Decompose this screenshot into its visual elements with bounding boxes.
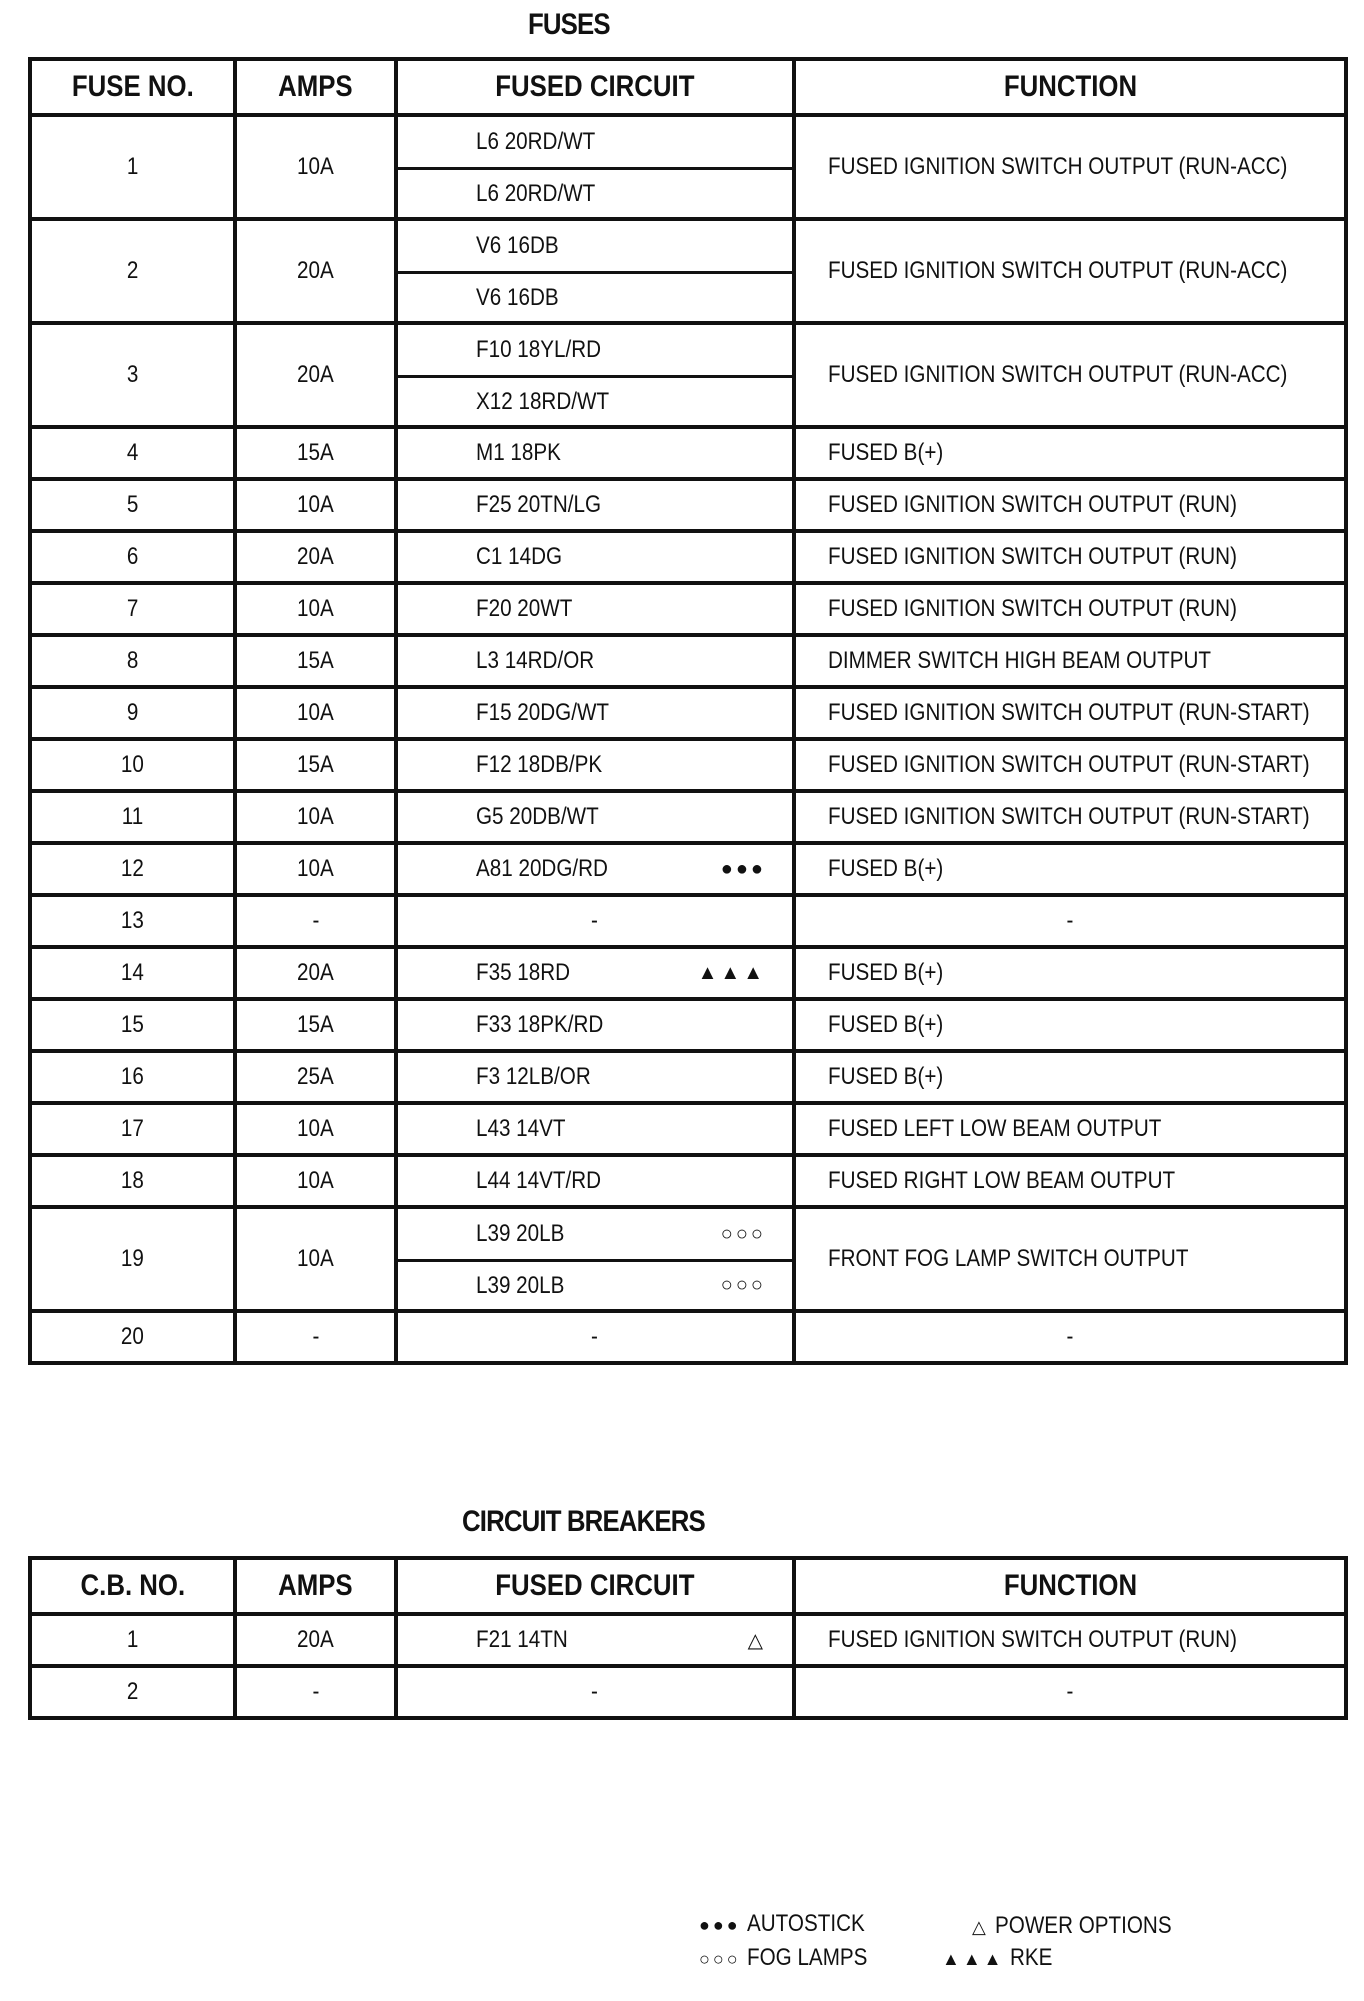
fuse-number: 11	[30, 791, 235, 843]
fused-circuit-line	[398, 1259, 792, 1309]
fused-circuit-text: L44 14VT/RD	[476, 1167, 602, 1194]
table-row	[30, 1614, 1346, 1666]
cb-number: 2	[30, 1666, 235, 1718]
fused-circuit-line	[398, 637, 792, 685]
function-cell: -	[794, 1666, 1346, 1718]
fused-circuit-line	[398, 1157, 792, 1205]
fog-lamps-symbol-icon: ○○○	[699, 1949, 741, 1969]
table-row	[30, 479, 1346, 531]
function-cell: FUSED IGNITION SWITCH OUTPUT (RUN-START)	[794, 791, 1346, 843]
circuit-breaker-table	[28, 1556, 1348, 1720]
fused-circuit-text: F12 18DB/PK	[476, 751, 603, 778]
function-cell: FUSED IGNITION SWITCH OUTPUT (RUN-START)	[794, 687, 1346, 739]
fused-circuit-line	[398, 949, 792, 997]
header-fuse-no: FUSE NO.	[30, 59, 235, 115]
table-row	[30, 947, 1346, 999]
table-row	[30, 427, 1346, 479]
option-marker-icon: △	[747, 1629, 766, 1652]
function-cell: FUSED B(+)	[794, 427, 1346, 479]
fused-circuit-text: V6 16DB	[476, 283, 559, 311]
fused-circuit-line	[398, 117, 792, 167]
fused-circuit-cell	[396, 323, 794, 427]
fuse-number: 20	[30, 1311, 235, 1363]
table-row	[30, 531, 1346, 583]
fused-circuit-cell	[396, 531, 794, 583]
function-cell: -	[794, 1311, 1346, 1363]
function-cell: DIMMER SWITCH HIGH BEAM OUTPUT	[794, 635, 1346, 687]
fuse-number: 12	[30, 843, 235, 895]
fuse-number: 14	[30, 947, 235, 999]
legend-power-options-label: POWER OPTIONS	[994, 1912, 1172, 1939]
fused-circuit-text: F35 18RD	[476, 959, 571, 986]
fuse-number: 9	[30, 687, 235, 739]
fused-circuit-line	[398, 429, 792, 477]
amps-cell: 15A	[235, 427, 396, 479]
amps-cell: 10A	[235, 583, 396, 635]
fused-circuit-line	[398, 1105, 792, 1153]
fused-circuit-text: F10 18YL/RD	[476, 336, 602, 363]
amps-cell: 20A	[235, 219, 396, 323]
function-cell: FUSED IGNITION SWITCH OUTPUT (RUN)	[794, 479, 1346, 531]
fused-circuit-text: C1 14DG	[476, 543, 563, 570]
table-row	[30, 843, 1346, 895]
function-cell: FUSED LEFT LOW BEAM OUTPUT	[794, 1103, 1346, 1155]
amps-cell: 10A	[235, 1207, 396, 1311]
legend-power-options	[972, 1912, 1200, 1940]
header-function: FUNCTION	[794, 59, 1346, 115]
fused-circuit-text: L6 20RD/WT	[476, 128, 596, 155]
fused-circuit-line	[398, 481, 792, 529]
legend-autostick	[699, 1910, 884, 1938]
amps-cell: 15A	[235, 635, 396, 687]
function-cell: FRONT FOG LAMP SWITCH OUTPUT	[794, 1207, 1346, 1311]
function-cell: FUSED B(+)	[794, 1051, 1346, 1103]
fused-circuit-text: V6 16DB	[476, 232, 559, 259]
amps-cell: 15A	[235, 739, 396, 791]
fused-circuit-cell	[396, 1155, 794, 1207]
fused-circuit-line	[398, 221, 792, 271]
fuse-number: 13	[30, 895, 235, 947]
header-fused-circuit: FUSED CIRCUIT	[396, 1558, 794, 1614]
fused-circuit-line	[398, 793, 792, 841]
table-row	[30, 1207, 1346, 1311]
fused-circuit-cell	[396, 1051, 794, 1103]
fuse-number: 15	[30, 999, 235, 1051]
fused-circuit-text: F33 18PK/RD	[476, 1011, 604, 1038]
fused-circuit-line	[398, 1209, 792, 1259]
fused-circuit-cell	[396, 115, 794, 219]
fuse-number: 3	[30, 323, 235, 427]
amps-cell: 10A	[235, 1103, 396, 1155]
table-row	[30, 115, 1346, 219]
fused-circuit-line	[398, 689, 792, 737]
amps-cell: 20A	[235, 323, 396, 427]
amps-cell: 20A	[235, 947, 396, 999]
fused-circuit-cell	[396, 895, 794, 947]
fused-circuit-line	[398, 271, 792, 321]
function-cell: FUSED IGNITION SWITCH OUTPUT (RUN)	[794, 1614, 1346, 1666]
fused-circuit-cell	[396, 1614, 794, 1666]
function-cell: FUSED IGNITION SWITCH OUTPUT (RUN-ACC)	[794, 219, 1346, 323]
table-row	[30, 1103, 1346, 1155]
table-row	[30, 1051, 1346, 1103]
fuse-number: 2	[30, 219, 235, 323]
amps-cell: -	[235, 895, 396, 947]
fused-circuit-line	[398, 167, 792, 217]
amps-cell: 20A	[235, 1614, 396, 1666]
fuse-table-header	[30, 59, 1346, 115]
amps-cell: 25A	[235, 1051, 396, 1103]
table-row	[30, 739, 1346, 791]
amps-cell: 10A	[235, 843, 396, 895]
legend-autostick-label: AUTOSTICK	[746, 1910, 865, 1937]
header-function: FUNCTION	[794, 1558, 1346, 1614]
legend-fog-lamps	[699, 1944, 887, 1972]
circuit-breaker-table-body	[30, 1614, 1346, 1718]
amps-cell: 10A	[235, 479, 396, 531]
amps-cell: -	[235, 1311, 396, 1363]
fuse-table-body	[30, 115, 1346, 1363]
fused-circuit-text: L6 20RD/WT	[476, 179, 596, 207]
fuse-number: 7	[30, 583, 235, 635]
fused-circuit-text: L43 14VT	[476, 1115, 566, 1142]
function-cell: FUSED B(+)	[794, 999, 1346, 1051]
table-row	[30, 323, 1346, 427]
table-row	[30, 1155, 1346, 1207]
circuit-breaker-table-header	[30, 1558, 1346, 1614]
function-cell: -	[794, 895, 1346, 947]
fuse-number: 1	[30, 115, 235, 219]
fuse-number: 19	[30, 1207, 235, 1311]
fused-circuit-text: -	[591, 907, 598, 934]
table-row	[30, 219, 1346, 323]
fused-circuit-cell	[396, 219, 794, 323]
fused-circuit-text: G5 20DB/WT	[476, 803, 599, 830]
fused-circuit-line	[398, 533, 792, 581]
fused-circuit-line	[398, 1668, 792, 1716]
fuses-title: FUSES	[528, 8, 610, 41]
table-row	[30, 791, 1346, 843]
fused-circuit-cell	[396, 947, 794, 999]
table-row	[30, 1311, 1346, 1363]
function-cell: FUSED IGNITION SWITCH OUTPUT (RUN)	[794, 531, 1346, 583]
fused-circuit-text: -	[591, 1323, 598, 1350]
legend-rke	[942, 1944, 1060, 1972]
fused-circuit-cell	[396, 583, 794, 635]
fused-circuit-line	[398, 1616, 792, 1664]
fuse-number: 5	[30, 479, 235, 531]
fused-circuit-text: -	[591, 1678, 598, 1705]
function-cell: FUSED IGNITION SWITCH OUTPUT (RUN-START)	[794, 739, 1346, 791]
amps-cell: 10A	[235, 1155, 396, 1207]
header-amps: AMPS	[235, 59, 396, 115]
amps-cell: 20A	[235, 531, 396, 583]
fused-circuit-cell	[396, 687, 794, 739]
header-cb-no: C.B. NO.	[30, 1558, 235, 1614]
function-cell: FUSED B(+)	[794, 843, 1346, 895]
fused-circuit-cell	[396, 739, 794, 791]
fused-circuit-line	[398, 585, 792, 633]
function-cell: FUSED IGNITION SWITCH OUTPUT (RUN-ACC)	[794, 323, 1346, 427]
table-row	[30, 895, 1346, 947]
table-row	[30, 999, 1346, 1051]
fused-circuit-cell	[396, 999, 794, 1051]
fused-circuit-cell	[396, 1103, 794, 1155]
fused-circuit-text: M1 18PK	[476, 439, 561, 466]
amps-cell: 10A	[235, 791, 396, 843]
fuse-number: 4	[30, 427, 235, 479]
fused-circuit-line	[398, 741, 792, 789]
rke-symbol-icon: ▲▲▲	[942, 1949, 1005, 1969]
option-marker-icon: ▲▲▲	[697, 961, 766, 984]
fused-circuit-cell	[396, 843, 794, 895]
fused-circuit-cell	[396, 635, 794, 687]
function-cell: FUSED RIGHT LOW BEAM OUTPUT	[794, 1155, 1346, 1207]
fuse-number: 18	[30, 1155, 235, 1207]
fused-circuit-text: L39 20LB	[476, 1271, 565, 1299]
fused-circuit-line	[398, 1001, 792, 1049]
legend-fog-lamps-label: FOG LAMPS	[746, 1944, 868, 1971]
function-cell: FUSED B(+)	[794, 947, 1346, 999]
fused-circuit-text: L3 14RD/OR	[476, 647, 595, 674]
fused-circuit-cell	[396, 791, 794, 843]
amps-cell: 15A	[235, 999, 396, 1051]
power-options-symbol-icon: △	[972, 1917, 989, 1937]
fuse-number: 10	[30, 739, 235, 791]
table-row	[30, 1666, 1346, 1718]
fused-circuit-cell	[396, 479, 794, 531]
amps-cell: 10A	[235, 687, 396, 739]
option-marker-icon: ●●●	[720, 857, 766, 880]
fused-circuit-text: L39 20LB	[476, 1220, 565, 1247]
circuit-breakers-title: CIRCUIT BREAKERS	[462, 1505, 705, 1538]
fused-circuit-text: F15 20DG/WT	[476, 699, 610, 726]
fused-circuit-line	[398, 325, 792, 375]
fused-circuit-text: F25 20TN/LG	[476, 491, 602, 518]
fuse-number: 8	[30, 635, 235, 687]
fused-circuit-cell	[396, 1207, 794, 1311]
option-marker-icon: ○○○	[720, 1222, 766, 1245]
fused-circuit-cell	[396, 427, 794, 479]
legend-rke-label: RKE	[1010, 1944, 1053, 1971]
table-row	[30, 635, 1346, 687]
function-cell: FUSED IGNITION SWITCH OUTPUT (RUN)	[794, 583, 1346, 635]
fuse-number: 17	[30, 1103, 235, 1155]
header-amps: AMPS	[235, 1558, 396, 1614]
fused-circuit-cell	[396, 1311, 794, 1363]
fused-circuit-line	[398, 845, 792, 893]
fused-circuit-line	[398, 1313, 792, 1361]
option-marker-icon: ○○○	[720, 1274, 766, 1296]
fused-circuit-line	[398, 375, 792, 425]
fused-circuit-text: F21 14TN	[476, 1626, 568, 1653]
fused-circuit-text: A81 20DG/RD	[476, 855, 608, 882]
header-fused-circuit: FUSED CIRCUIT	[396, 59, 794, 115]
table-row	[30, 687, 1346, 739]
fused-circuit-text: F3 12LB/OR	[476, 1063, 591, 1090]
fused-circuit-line	[398, 1053, 792, 1101]
fused-circuit-line	[398, 897, 792, 945]
autostick-symbol-icon: ●●●	[699, 1915, 741, 1935]
cb-number: 1	[30, 1614, 235, 1666]
fused-circuit-cell	[396, 1666, 794, 1718]
table-row	[30, 583, 1346, 635]
function-cell: FUSED IGNITION SWITCH OUTPUT (RUN-ACC)	[794, 115, 1346, 219]
amps-cell: 10A	[235, 115, 396, 219]
fuse-number: 6	[30, 531, 235, 583]
fuse-table	[28, 57, 1348, 1365]
fused-circuit-text: X12 18RD/WT	[476, 387, 610, 415]
fused-circuit-text: F20 20WT	[476, 595, 573, 622]
fuse-number: 16	[30, 1051, 235, 1103]
amps-cell: -	[235, 1666, 396, 1718]
